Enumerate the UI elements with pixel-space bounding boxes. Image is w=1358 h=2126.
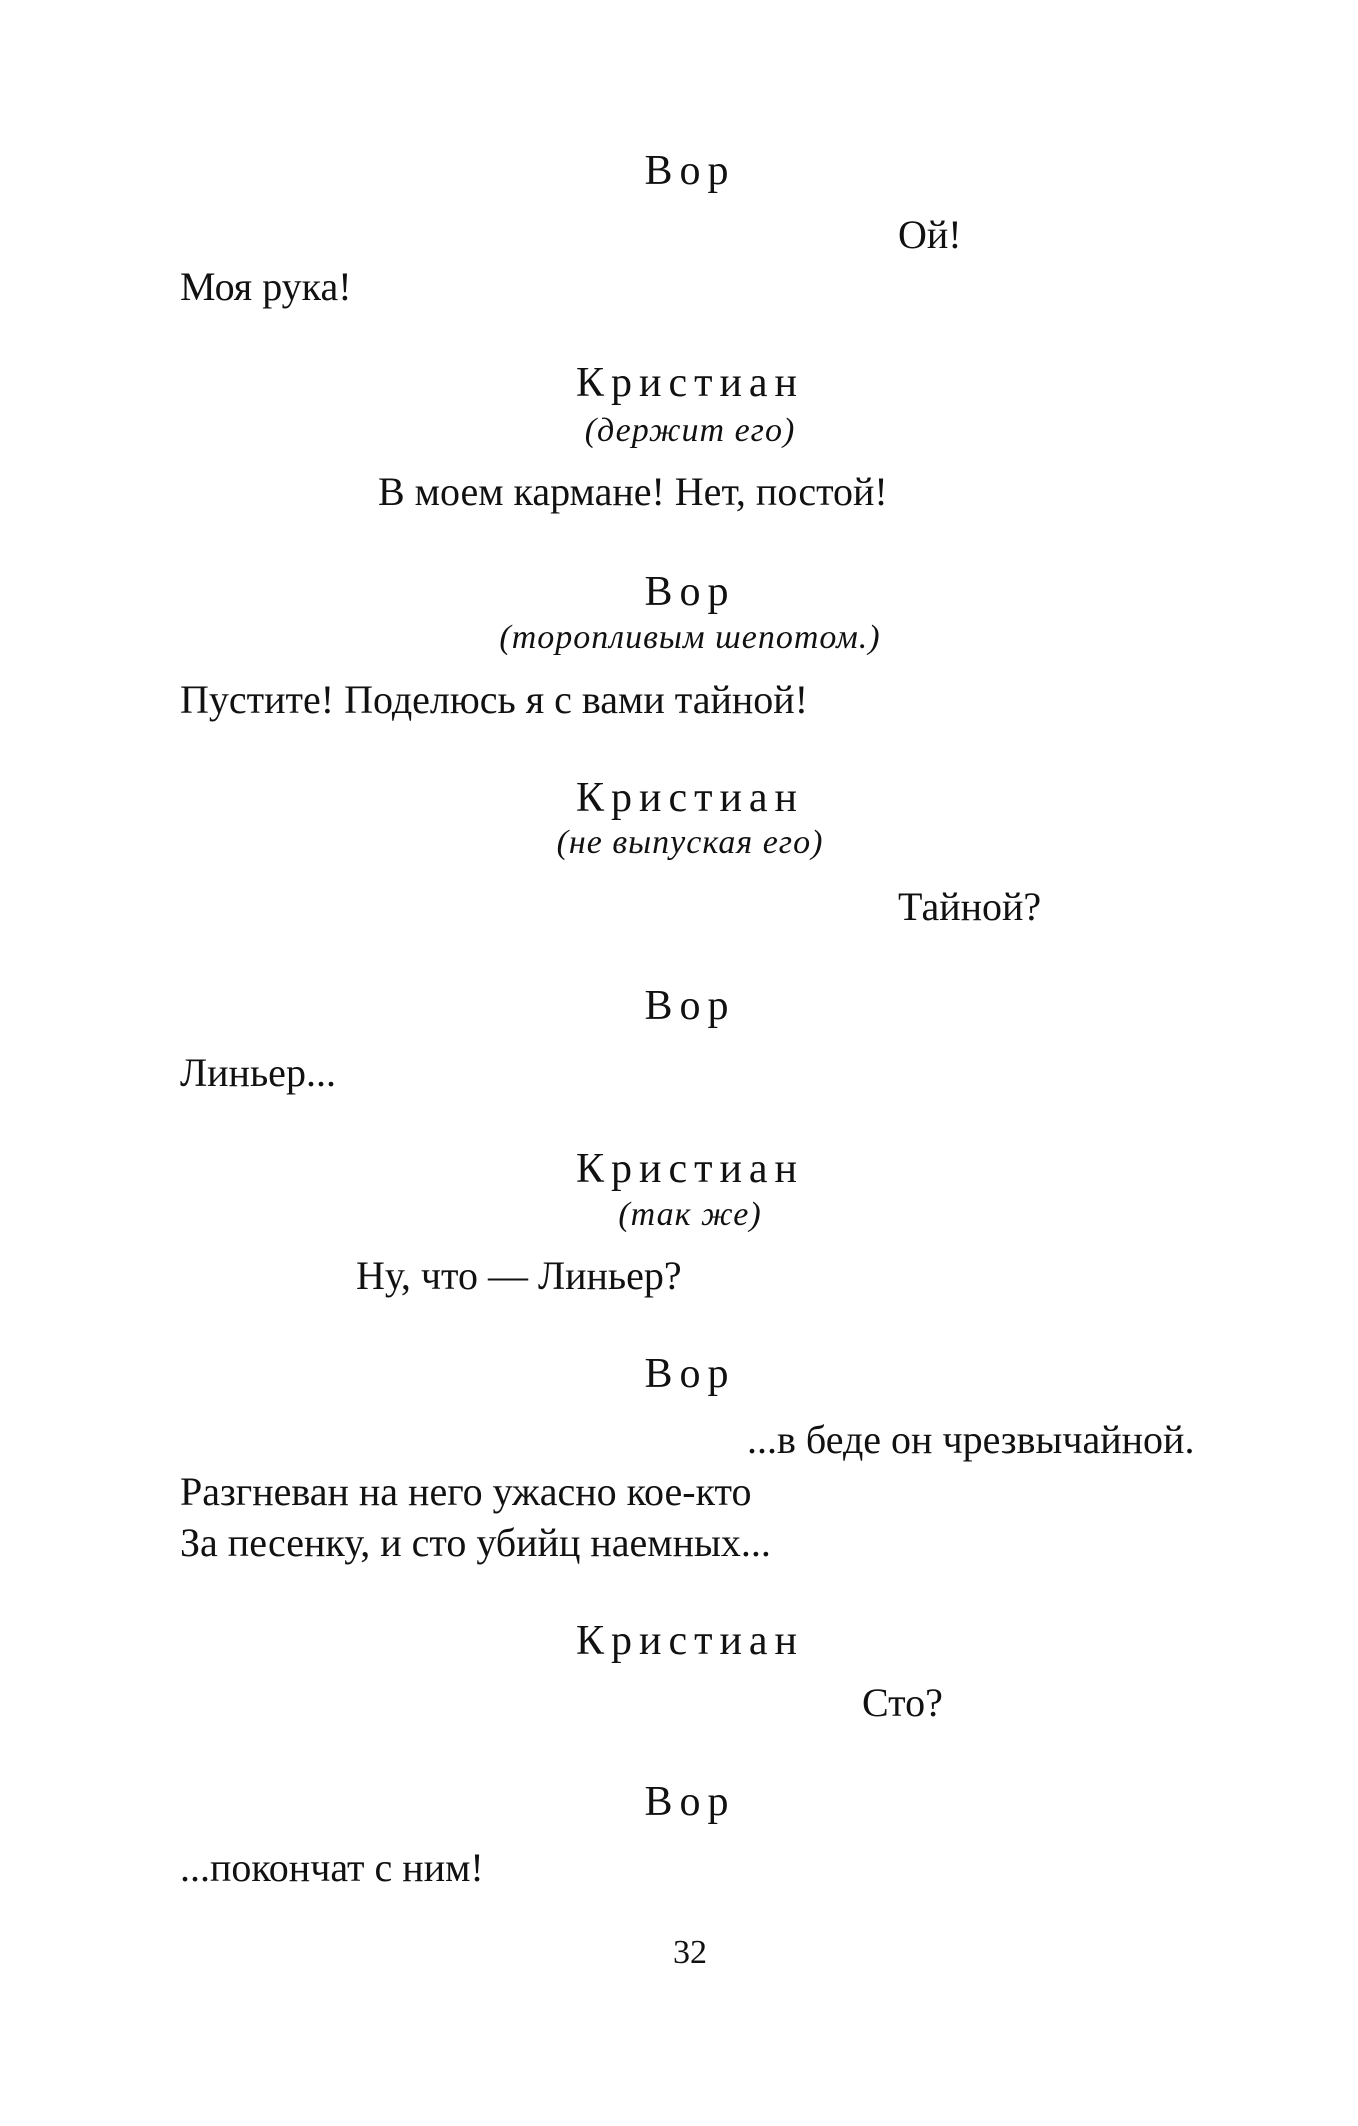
verse-line: Тайной?	[898, 884, 1042, 929]
speaker-name: Вор	[644, 983, 736, 1029]
stage-direction: (так же)	[618, 1196, 762, 1233]
verse-line: Пустите! Поделюсь я с вами тайной!	[180, 677, 809, 722]
speaker-name: Вор	[644, 1351, 736, 1397]
stage-direction: (не выпуская его)	[556, 824, 824, 861]
stage-direction: (торопливым шепотом.)	[499, 619, 881, 656]
verse-line: Моя рука!	[180, 264, 352, 309]
verse-line: ...в беде он чрезвычайной.	[747, 1417, 1195, 1462]
speaker-name: Вор	[644, 569, 736, 615]
stage-direction: (держит его)	[584, 412, 796, 449]
verse-line: Линьер...	[180, 1050, 336, 1095]
speaker-name: Кристиан	[575, 1618, 805, 1664]
speaker-name: Вор	[644, 148, 736, 194]
verse-line: Ну, что — Линьер?	[356, 1253, 682, 1298]
speaker-name: Вор	[644, 1779, 736, 1825]
page-number: 32	[673, 1934, 707, 1971]
verse-line: Разгневан на него ужасно кое-кто	[180, 1469, 752, 1514]
verse-line: В моем кармане! Нет, постой!	[378, 469, 888, 514]
verse-line: Ой!	[898, 212, 962, 257]
verse-line: За песенку, и сто убийц наемных...	[180, 1520, 771, 1565]
speaker-name: Кристиан	[575, 360, 805, 406]
speaker-name: Кристиан	[575, 775, 805, 821]
speaker-name: Кристиан	[575, 1146, 805, 1192]
verse-line: ...покончат с ним!	[180, 1845, 484, 1890]
verse-line: Сто?	[862, 1680, 943, 1725]
